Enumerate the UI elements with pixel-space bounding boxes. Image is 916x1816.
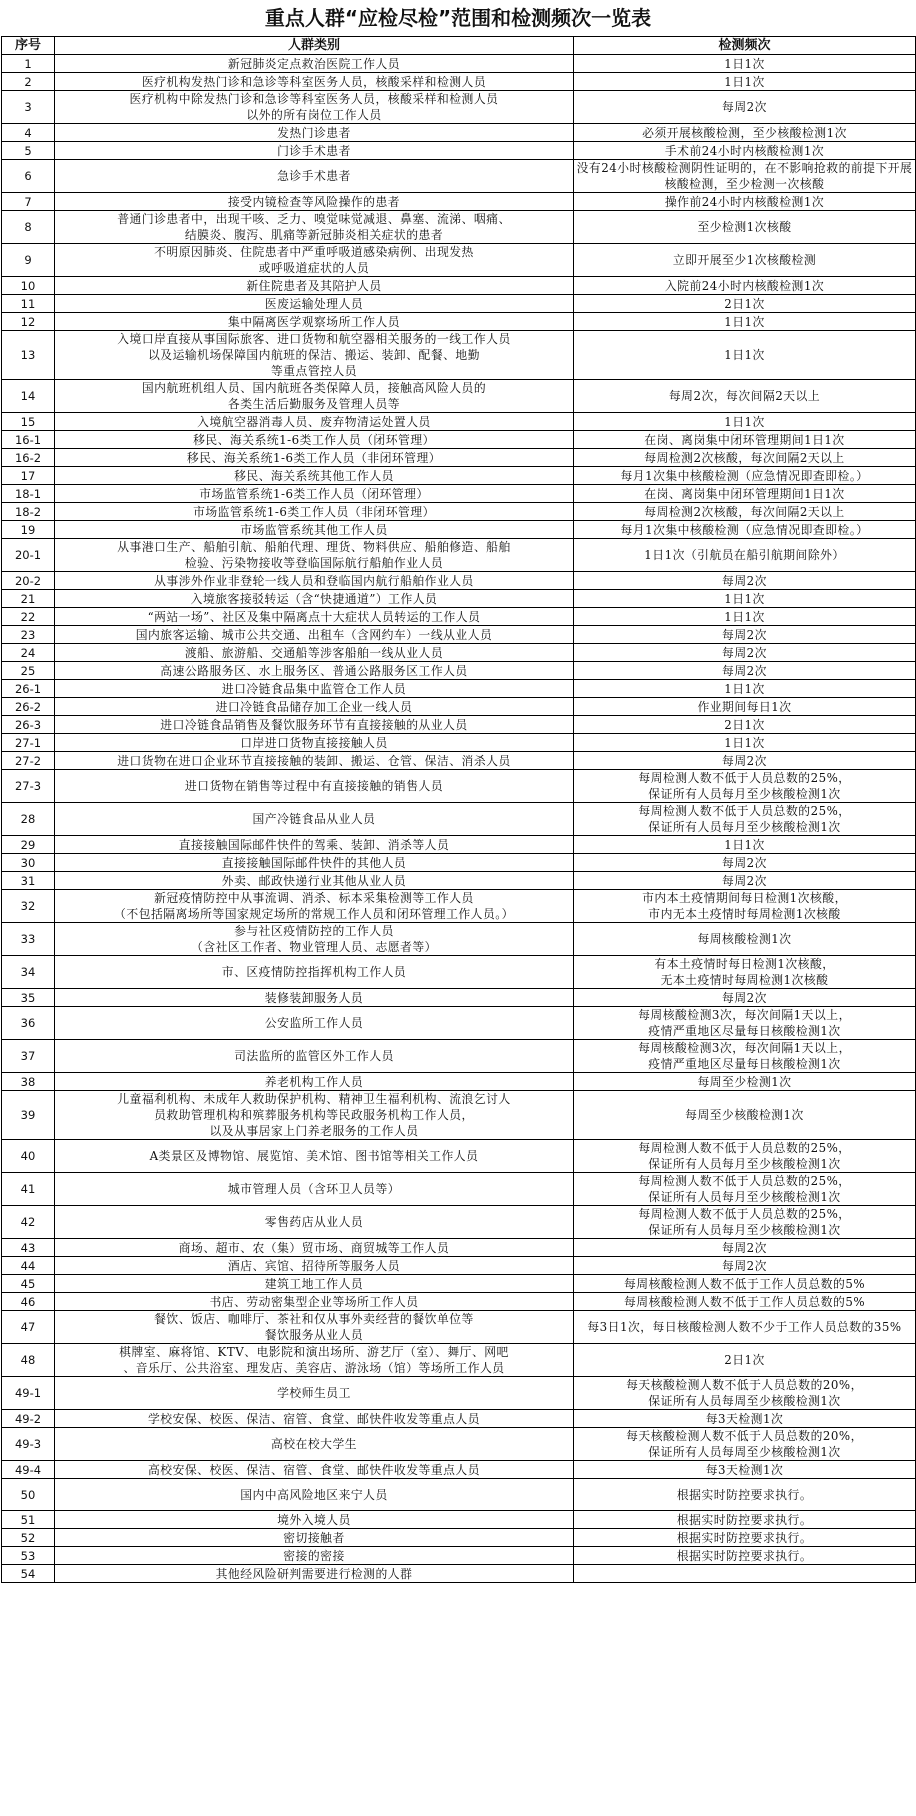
cell-no: 50 [2,1479,55,1511]
cell-frequency: 入院前24小时内核酸检测1次 [574,277,916,295]
cell-frequency: 每月1次集中核酸检测（应急情况即查即检。） [574,467,916,485]
cell-no: 41 [2,1173,55,1206]
cell-frequency: 每周检测人数不低于人员总数的25%， 保证所有人员每月至少核酸检测1次 [574,803,916,836]
table-row [2,803,916,836]
cell-frequency: 1日1次 [574,836,916,854]
header-row [2,37,916,55]
cell-no: 16-1 [2,431,55,449]
table-row [2,1461,916,1479]
cell-category: 新住院患者及其陪护人员 [55,277,574,295]
table-row [2,413,916,431]
cell-frequency: 每周2次 [574,989,916,1007]
cell-category: 市场监管系统其他工作人员 [55,521,574,539]
cell-frequency: 1日1次 [574,734,916,752]
cell-category: 入境旅客接驳转运（含“快捷通道”）工作人员 [55,590,574,608]
cell-no: 47 [2,1311,55,1344]
cell-frequency: 每周2次 [574,1239,916,1257]
cell-category: 从事港口生产、船舶引航、船舶代理、理货、物料供应、船舶修造、船舶 检验、污染物接收等登临国际航行船舶作业人员 [55,539,574,572]
table-row [2,1239,916,1257]
cell-frequency: 1日1次 [574,413,916,431]
cell-frequency: 每周2次，每次间隔2天以上 [574,380,916,413]
table-row [2,770,916,803]
cell-no: 33 [2,923,55,956]
cell-frequency: 每周检测2次核酸，每次间隔2天以上 [574,503,916,521]
cell-category: 进口货物在进口企业环节直接接触的装卸、搬运、仓管、保洁、消杀人员 [55,752,574,770]
table-row [2,836,916,854]
cell-category: 市场监管系统1-6类工作人员（闭环管理） [55,485,574,503]
cell-frequency: 根据实时防控要求执行。 [574,1529,916,1547]
table-row [2,698,916,716]
cell-frequency: 每周2次 [574,1257,916,1275]
table-row [2,91,916,124]
table-row [2,1275,916,1293]
cell-no: 39 [2,1091,55,1140]
cell-category: 入境航空器消毒人员、废弃物清运处置人员 [55,413,574,431]
cell-no: 18-2 [2,503,55,521]
table-row [2,890,916,923]
table-row [2,1428,916,1461]
cell-category: 司法监所的监管区外工作人员 [55,1040,574,1073]
cell-category: 直接接触国际邮件快件的其他人员 [55,854,574,872]
cell-no: 27-2 [2,752,55,770]
cell-category: 进口冷链食品集中监管仓工作人员 [55,680,574,698]
table-row [2,449,916,467]
cell-category: 医废运输处理人员 [55,295,574,313]
cell-category: 高校安保、校医、保洁、宿管、食堂、邮快件收发等重点人员 [55,1461,574,1479]
cell-no: 35 [2,989,55,1007]
cell-frequency: 每周核酸检测人数不低于工作人员总数的5% [574,1275,916,1293]
cell-category: 城市管理人员（含环卫人员等） [55,1173,574,1206]
table-row [2,608,916,626]
table-row [2,1479,916,1511]
cell-category: 外卖、邮政快递行业其他从业人员 [55,872,574,890]
cell-frequency: 每周检测人数不低于人员总数的25%， 保证所有人员每月至少核酸检测1次 [574,770,916,803]
cell-frequency: 根据实时防控要求执行。 [574,1511,916,1529]
cell-no: 5 [2,142,55,160]
cell-frequency: 每周至少检测1次 [574,1073,916,1091]
cell-category: 密接的密接 [55,1547,574,1565]
cell-frequency: 每3天检测1次 [574,1410,916,1428]
cell-category: 高速公路服务区、水上服务区、普通公路服务区工作人员 [55,662,574,680]
cell-category: 零售药店从业人员 [55,1206,574,1239]
cell-category: 直接接触国际邮件快件的驾乘、装卸、消杀等人员 [55,836,574,854]
cell-frequency: 手术前24小时内核酸检测1次 [574,142,916,160]
cell-frequency: 每周2次 [574,626,916,644]
cell-no: 30 [2,854,55,872]
cell-category: 普通门诊患者中，出现干咳、乏力、嗅觉味觉减退、鼻塞、流涕、咽痛、 结膜炎、腹泻、肌痛等新冠肺炎相关症状的患者 [55,211,574,244]
cell-no: 36 [2,1007,55,1040]
table-row [2,923,916,956]
cell-frequency: 根据实时防控要求执行。 [574,1479,916,1511]
cell-no: 16-2 [2,449,55,467]
cell-frequency: 每3日1次，每日核酸检测人数不少于工作人员总数的35% [574,1311,916,1344]
cell-category: 接受内镜检查等风险操作的患者 [55,193,574,211]
table-row [2,1173,916,1206]
cell-category: 酒店、宾馆、招待所等服务人员 [55,1257,574,1275]
cell-frequency: 每周2次 [574,752,916,770]
cell-no: 53 [2,1547,55,1565]
cell-frequency: 至少检测1次核酸 [574,211,916,244]
table-row [2,503,916,521]
cell-no: 54 [2,1565,55,1583]
cell-no: 6 [2,160,55,193]
header-category: 人群类别 [55,37,574,55]
cell-frequency: 1日1次（引航员在船引航期间除外） [574,539,916,572]
cell-no: 14 [2,380,55,413]
table-row [2,872,916,890]
cell-category: 口岸进口货物直接接触人员 [55,734,574,752]
cell-frequency: 每月1次集中核酸检测（应急情况即查即检。） [574,521,916,539]
cell-category: 养老机构工作人员 [55,1073,574,1091]
table-row [2,626,916,644]
cell-frequency: 在岗、离岗集中闭环管理期间1日1次 [574,431,916,449]
cell-no: 10 [2,277,55,295]
cell-category: 发热门诊患者 [55,124,574,142]
cell-category: 境外入境人员 [55,1511,574,1529]
cell-no: 26-3 [2,716,55,734]
table-row [2,55,916,73]
cell-frequency: 1日1次 [574,313,916,331]
cell-no: 2 [2,73,55,91]
cell-category: 国内中高风险地区来宁人员 [55,1479,574,1511]
cell-no: 20-2 [2,572,55,590]
cell-no: 49-1 [2,1377,55,1410]
cell-no: 20-1 [2,539,55,572]
cell-no: 46 [2,1293,55,1311]
table-row [2,1257,916,1275]
cell-frequency: 市内本土疫情期间每日检测1次核酸， 市内无本土疫情时每周检测1次核酸 [574,890,916,923]
cell-no: 27-3 [2,770,55,803]
cell-category: 书店、劳动密集型企业等场所工作人员 [55,1293,574,1311]
cell-frequency: 2日1次 [574,1344,916,1377]
cell-no: 25 [2,662,55,680]
cell-no: 51 [2,1511,55,1529]
cell-category: 学校安保、校医、保洁、宿管、食堂、邮快件收发等重点人员 [55,1410,574,1428]
cell-no: 40 [2,1140,55,1173]
cell-frequency: 每周核酸检测1次 [574,923,916,956]
table-row [2,1547,916,1565]
cell-frequency: 每周检测人数不低于人员总数的25%， 保证所有人员每月至少核酸检测1次 [574,1140,916,1173]
table-row [2,1565,916,1583]
table-row [2,539,916,572]
table-row [2,590,916,608]
cell-no: 37 [2,1040,55,1073]
cell-category: 不明原因肺炎、住院患者中严重呼吸道感染病例、出现发热 或呼吸道症状的人员 [55,244,574,277]
table-body [2,55,916,1583]
table-row [2,662,916,680]
cell-no: 22 [2,608,55,626]
cell-category: 餐饮、饭店、咖啡厅、茶社和仅从事外卖经营的餐饮单位等 餐饮服务从业人员 [55,1311,574,1344]
table-row [2,1206,916,1239]
cell-no: 38 [2,1073,55,1091]
table-row [2,521,916,539]
cell-no: 3 [2,91,55,124]
cell-no: 23 [2,626,55,644]
cell-category: 商场、超市、农（集）贸市场、商贸城等工作人员 [55,1239,574,1257]
cell-category: 市场监管系统1-6类工作人员（非闭环管理） [55,503,574,521]
table-row [2,142,916,160]
cell-category: 国产冷链食品从业人员 [55,803,574,836]
cell-frequency: 2日1次 [574,716,916,734]
cell-no: 4 [2,124,55,142]
cell-no: 42 [2,1206,55,1239]
table-row [2,295,916,313]
cell-no: 45 [2,1275,55,1293]
cell-frequency: 操作前24小时内核酸检测1次 [574,193,916,211]
cell-frequency: 每周2次 [574,644,916,662]
table-row [2,1377,916,1410]
cell-frequency: 每周检测人数不低于人员总数的25%， 保证所有人员每月至少核酸检测1次 [574,1206,916,1239]
cell-no: 32 [2,890,55,923]
table-row [2,277,916,295]
cell-category: 密切接触者 [55,1529,574,1547]
table-row [2,1007,916,1040]
cell-no: 7 [2,193,55,211]
cell-category: 新冠疫情防控中从事流调、消杀、标本采集检测等工作人员 （不包括隔离场所等国家规定场所的常规工作人员和闭环管理工作人员。） [55,890,574,923]
cell-no: 12 [2,313,55,331]
cell-no: 9 [2,244,55,277]
table-row [2,752,916,770]
cell-no: 11 [2,295,55,313]
table-row [2,1511,916,1529]
cell-frequency: 每周检测人数不低于人员总数的25%， 保证所有人员每月至少核酸检测1次 [574,1173,916,1206]
cell-frequency: 每周核酸检测3次，每次间隔1天以上， 疫情严重地区尽量每日核酸检测1次 [574,1007,916,1040]
cell-category: 进口货物在销售等过程中有直接接触的销售人员 [55,770,574,803]
cell-no: 19 [2,521,55,539]
cell-category: 学校师生员工 [55,1377,574,1410]
cell-category: 医疗机构发热门诊和急诊等科室医务人员，核酸采样和检测人员 [55,73,574,91]
cell-frequency: 每周核酸检测人数不低于工作人员总数的5% [574,1293,916,1311]
table-row [2,331,916,380]
cell-frequency: 必须开展核酸检测，至少核酸检测1次 [574,124,916,142]
cell-frequency: 每周核酸检测3次，每次间隔1天以上， 疫情严重地区尽量每日核酸检测1次 [574,1040,916,1073]
table-row [2,193,916,211]
cell-category: 其他经风险研判需要进行检测的人群 [55,1565,574,1583]
cell-category: “两站一场”、社区及集中隔离点十大症状人员转运的工作人员 [55,608,574,626]
cell-category: 国内旅客运输、城市公共交通、出租车（含网约车）一线从业人员 [55,626,574,644]
cell-frequency: 每周2次 [574,872,916,890]
cell-frequency: 根据实时防控要求执行。 [574,1547,916,1565]
cell-no: 27-1 [2,734,55,752]
cell-category: 急诊手术患者 [55,160,574,193]
cell-category: 新冠肺炎定点救治医院工作人员 [55,55,574,73]
table-title: 重点人群“应检尽检”范围和检测频次一览表 [264,6,652,30]
table-row [2,989,916,1007]
cell-category: 移民、海关系统其他工作人员 [55,467,574,485]
table-row [2,1091,916,1140]
testing-frequency-table [1,36,916,1583]
cell-category: 高校在校大学生 [55,1428,574,1461]
cell-frequency [574,1565,916,1583]
cell-category: 国内航班机组人员、国内航班各类保障人员，接触高风险人员的 各类生活后勤服务及管理人员等 [55,380,574,413]
cell-frequency: 1日1次 [574,590,916,608]
cell-frequency: 1日1次 [574,331,916,380]
cell-category: 移民、海关系统1-6类工作人员（闭环管理） [55,431,574,449]
cell-no: 8 [2,211,55,244]
cell-no: 34 [2,956,55,989]
table-row [2,1140,916,1173]
cell-category: 入境口岸直接从事国际旅客、进口货物和航空器相关服务的一线工作人员 以及运输机场保障国内航班的保洁、搬运、装卸、配餐、地勤 等重点管控人员 [55,331,574,380]
cell-no: 24 [2,644,55,662]
table-row [2,211,916,244]
cell-frequency: 每天核酸检测人数不低于人员总数的20%， 保证所有人员每周至少核酸检测1次 [574,1377,916,1410]
header-no: 序号 [2,37,55,55]
table-row [2,1410,916,1428]
cell-no: 26-1 [2,680,55,698]
table-row [2,956,916,989]
cell-no: 29 [2,836,55,854]
table-row [2,572,916,590]
cell-no: 43 [2,1239,55,1257]
table-row [2,1344,916,1377]
cell-no: 18-1 [2,485,55,503]
cell-frequency: 有本土疫情时每日检测1次核酸， 无本土疫情时每周检测1次核酸 [574,956,916,989]
cell-no: 13 [2,331,55,380]
table-row [2,431,916,449]
cell-no: 31 [2,872,55,890]
table-row [2,1040,916,1073]
cell-no: 21 [2,590,55,608]
cell-frequency: 每3天检测1次 [574,1461,916,1479]
cell-frequency: 1日1次 [574,73,916,91]
table-row [2,1293,916,1311]
cell-category: 集中隔离医学观察场所工作人员 [55,313,574,331]
cell-frequency: 每周2次 [574,91,916,124]
table-row [2,854,916,872]
cell-frequency: 每周至少核酸检测1次 [574,1091,916,1140]
cell-category: 参与社区疫情防控的工作人员 （含社区工作者、物业管理人员、志愿者等） [55,923,574,956]
cell-no: 48 [2,1344,55,1377]
cell-category: 渡船、旅游船、交通船等涉客船舶一线从业人员 [55,644,574,662]
cell-category: 建筑工地工作人员 [55,1275,574,1293]
cell-no: 28 [2,803,55,836]
cell-no: 1 [2,55,55,73]
table-row [2,1529,916,1547]
table-row [2,160,916,193]
cell-category: 市、区疫情防控指挥机构工作人员 [55,956,574,989]
table-row [2,73,916,91]
table-row [2,680,916,698]
cell-no: 49-3 [2,1428,55,1461]
table-row [2,467,916,485]
cell-frequency: 作业期间每日1次 [574,698,916,716]
table-row [2,380,916,413]
cell-no: 49-2 [2,1410,55,1428]
cell-frequency: 每周2次 [574,662,916,680]
cell-category: 公安监所工作人员 [55,1007,574,1040]
table-row [2,1311,916,1344]
cell-category: 进口冷链食品储存加工企业一线人员 [55,698,574,716]
table-row [2,124,916,142]
table-row [2,644,916,662]
cell-category: 装修装卸服务人员 [55,989,574,1007]
cell-frequency: 每天核酸检测人数不低于人员总数的20%， 保证所有人员每周至少核酸检测1次 [574,1428,916,1461]
cell-category: 移民、海关系统1-6类工作人员（非闭环管理） [55,449,574,467]
cell-category: 门诊手术患者 [55,142,574,160]
cell-frequency: 每周检测2次核酸，每次间隔2天以上 [574,449,916,467]
cell-frequency: 1日1次 [574,608,916,626]
cell-frequency: 每周2次 [574,854,916,872]
cell-no: 49-4 [2,1461,55,1479]
table-row [2,244,916,277]
cell-category: A类景区及博物馆、展览馆、美术馆、图书馆等相关工作人员 [55,1140,574,1173]
cell-no: 26-2 [2,698,55,716]
cell-no: 44 [2,1257,55,1275]
table-row [2,716,916,734]
cell-frequency: 每周2次 [574,572,916,590]
cell-no: 52 [2,1529,55,1547]
cell-frequency: 1日1次 [574,680,916,698]
table-row [2,313,916,331]
cell-category: 儿童福利机构、未成年人救助保护机构、精神卫生福利机构、流浪乞讨人 员救助管理机构和殡葬服务机构等民政服务机构工作人员， 以及从事居家上门养老服务的工作人员 [55,1091,574,1140]
table-row [2,1073,916,1091]
cell-category: 进口冷链食品销售及餐饮服务环节有直接接触的从业人员 [55,716,574,734]
cell-frequency: 在岗、离岗集中闭环管理期间1日1次 [574,485,916,503]
header-frequency: 检测频次 [574,37,916,55]
cell-no: 17 [2,467,55,485]
cell-category: 从事涉外作业非登轮一线人员和登临国内航行船舶作业人员 [55,572,574,590]
table-row [2,734,916,752]
cell-category: 棋牌室、麻将馆、KTV、电影院和演出场所、游艺厅（室）、舞厅、网吧 、音乐厅、公共浴室、理发店、美容店、游泳场（馆）等场所工作人员 [55,1344,574,1377]
cell-no: 15 [2,413,55,431]
cell-frequency: 立即开展至少1次核酸检测 [574,244,916,277]
cell-frequency: 没有24小时核酸检测阴性证明的，在不影响抢救的前提下开展核酸检测，至少检测一次核酸 [574,160,916,193]
table-row [2,485,916,503]
cell-frequency: 1日1次 [574,55,916,73]
cell-category: 医疗机构中除发热门诊和急诊等科室医务人员，核酸采样和检测人员 以外的所有岗位工作人员 [55,91,574,124]
cell-frequency: 2日1次 [574,295,916,313]
